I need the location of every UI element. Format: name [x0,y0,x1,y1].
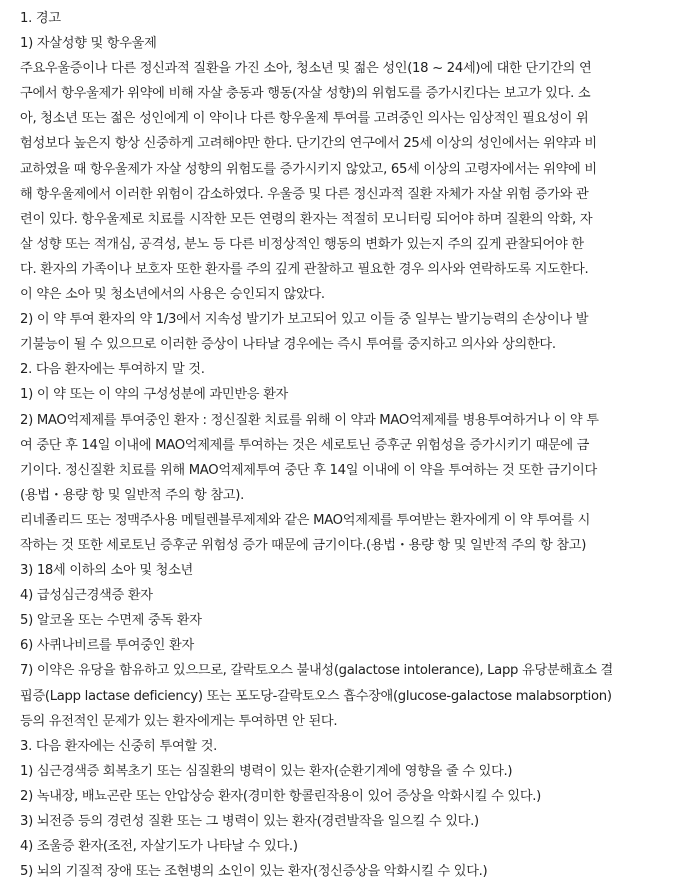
paragraph-line: 험성보다 높은지 항상 신중하게 고려해야만 한다. 단기간의 연구에서 25세 이상의 성인에서는 위약과 비 [20,136,597,152]
paragraph-line: 아, 청소년 또는 젊은 성인에게 이 약이나 다른 항우울제 투여를 고려중인 의사는 임상적인 필요성이 위 [20,111,589,127]
list-item: 2) MAO억제제를 투여중인 환자 : 정신질환 치료를 위해 이 약과 MAO억제제를 병용투여하거나 이 약 투 [20,412,599,428]
list-item: 6) 사퀴나비르를 투여중인 환자 [20,638,194,654]
paragraph-line: 작하는 것 또한 세로토닌 증후군 위험성 증가 때문에 금기이다.(용법・용량 항 및 일반적 주의 항 참고) [20,537,587,553]
paragraph-line: 등의 유전적인 문제가 있는 환자에게는 투여하면 안 된다. [20,713,338,729]
list-item: 7) 이약은 유당을 함유하고 있으므로, 갈락토오스 불내성(galactose intolerance), Lapp 유당분해효소 결 [20,663,613,679]
paragraph-line: 기불능이 될 수 있으므로 이러한 증상이 나타날 경우에는 즉시 투여를 중지하고 의사와 상의한다. [20,337,556,353]
paragraph-line: 련이 있다. 항우울제로 치료를 시작한 모든 연령의 환자는 적절히 모니터링 되어야 하며 질환의 악화, 자 [20,211,593,227]
paragraph-line: 이 약은 소아 및 청소년에서의 사용은 승인되지 않았다. [20,287,325,303]
list-item: 1) 심근경색증 회복초기 또는 심질환의 병력이 있는 환자(순환기계에 영향을 줄 수 있다.) [20,763,513,779]
paragraph-line: 기이다. 정신질환 치료를 위해 MAO억제제투여 중단 후 14일 이내에 이 약을 투여하는 것 또한 금기이다 [20,462,597,478]
paragraph-line: 다. 환자의 가족이나 보호자 또한 환자를 주의 깊게 관찰하고 필요한 경우 의사와 연락하도록 지도한다. [20,261,589,277]
subheading-suicidality: 1) 자살성향 및 항우울제 [20,36,157,52]
list-item-priapism: 2) 이 약 투여 환자의 약 1/3에서 지속성 발기가 보고되어 있고 이들 중 일부는 발기능력의 손상이나 발 [20,312,589,328]
paragraph-line: 살 성향 또는 적개심, 공격성, 분노 등 다른 비정상적인 행동의 변화가 있는지 주의 깊게 관찰되어야 한 [20,236,584,252]
list-item: 1) 이 약 또는 이 약의 구성성분에 과민반응 환자 [20,387,288,403]
section-heading-warnings: 1. 경고 [20,11,61,26]
paragraph-line: 구에서 항우울제가 위약에 비해 자살 충동과 행동(자살 성향)의 위험도를 증가시킨다는 보고가 있다. 소 [20,86,591,102]
list-item: 2) 녹내장, 배뇨곤란 또는 안압상승 환자(경미한 항콜린작용이 있어 증상을 악화시킬 수 있다.) [20,788,542,804]
paragraph-line: 교하였을 때 항우울제가 자살 성향의 위험도를 증가시키지 않았고, 65세 이상의 고령자에서는 위약에 비 [20,161,597,177]
section-heading-caution: 3. 다음 환자에는 신중히 투여할 것. [20,738,218,754]
paragraph-line: 해 항우울제에서 이러한 위험이 감소하였다. 우울증 및 다른 정신과적 질환 자체가 자살 위험 증가와 관 [20,186,589,202]
section-heading-contraindications: 2. 다음 환자에는 투여하지 말 것. [20,362,205,378]
list-item: 5) 뇌의 기질적 장애 또는 조현병의 소인이 있는 환자(정신증상을 악화시킬 수 있다.) [20,864,488,880]
paragraph-line: 핍증(Lapp lactase deficiency) 또는 포도당-갈락토오스 흡수장애(glucose-galactose malabsorption) [20,688,612,704]
list-item: 3) 뇌전증 등의 경련성 질환 또는 그 병력이 있는 환자(경련발작을 일으킬 수 있다.) [20,814,479,829]
list-item: 4) 급성심근경색증 환자 [20,588,153,604]
list-item: 4) 조울증 환자(조전, 자살기도가 나타날 수 있다.) [20,839,298,855]
paragraph-line: 여 중단 후 14일 이내에 MAO억제제를 투여하는 것은 세로토닌 증후군 위험성을 증가시키기 때문에 금 [20,437,590,453]
paragraph-line: 주요우울증이나 다른 정신과적 질환을 가진 소아, 청소년 및 젊은 성인(18 ~ 24세)에 대한 단기간의 연 [20,61,592,77]
paragraph-line: (용법・용량 항 및 일반적 주의 항 참고). [20,487,244,503]
paragraph-line: 리네졸리드 또는 정맥주사용 메틸렌블루제제와 같은 MAO억제제를 투여받는 환자에게 이 약 투여를 시 [20,512,591,528]
list-item: 5) 알코올 또는 수면제 중독 환자 [20,613,202,629]
list-item: 3) 18세 이하의 소아 및 청소년 [20,563,193,579]
